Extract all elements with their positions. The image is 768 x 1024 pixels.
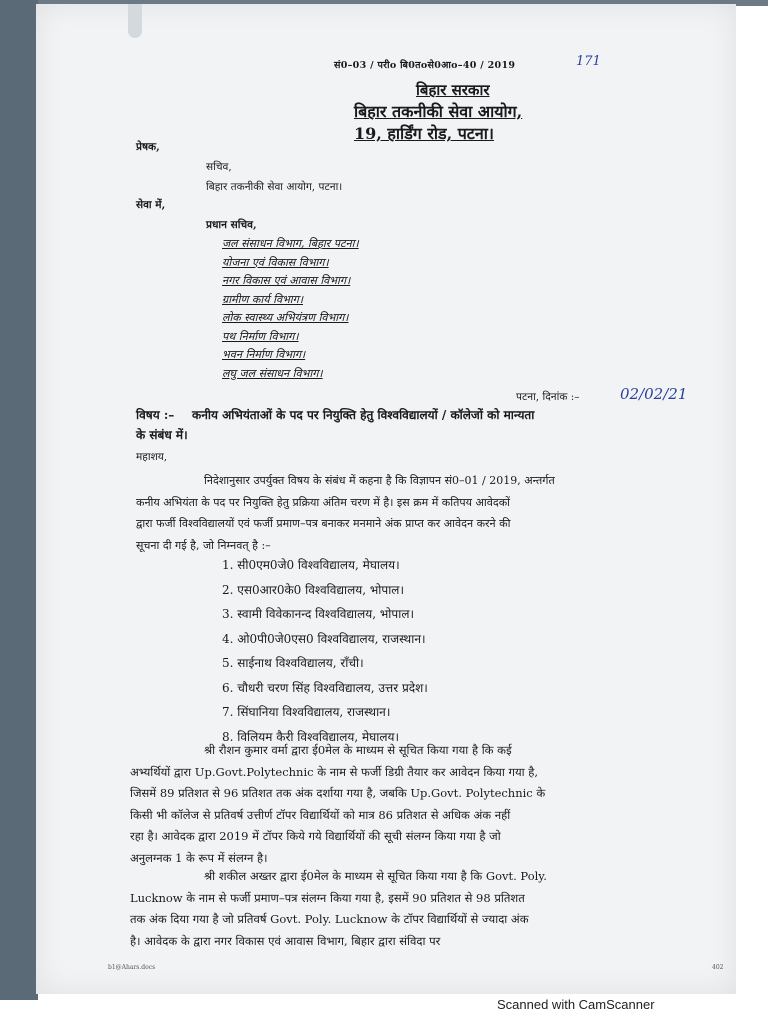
university-item: 8. विलियम कैरी विश्वविद्यालय, मेघालय। bbox=[222, 729, 400, 744]
department-item: लोक स्वास्थ्य अभियंत्रण विभाग। bbox=[222, 311, 349, 324]
department-item: लघु जल संसाधन विभाग। bbox=[222, 366, 323, 380]
paragraph-1-line: अनुलग्नक 1 के रूप में संलग्न है। bbox=[130, 850, 268, 865]
govt-title: बिहार सरकार bbox=[416, 81, 490, 99]
university-item: 4. ओ0पी0जे0एस0 विश्वविद्यालय, राजस्थान। bbox=[222, 631, 426, 646]
paragraph-2-line: श्री शकील अख्तर द्वारा ई0मेल के माध्यम से सूचित किया गया है कि Govt. Poly. bbox=[204, 869, 547, 883]
university-item: 7. सिंघानिया विश्वविद्यालय, राजस्थान। bbox=[222, 705, 391, 719]
intro-line: द्वारा फर्जी विश्वविद्यालयों एवं फर्जी प्रमाण–पत्र बनाकर मनमाने अंक प्राप्त कर आवेदन करने की bbox=[136, 517, 511, 530]
university-item: 6. चौधरी चरण सिंह विश्वविद्यालय, उत्तर प्रदेश। bbox=[222, 680, 428, 695]
paragraph-2-line: तक अंक दिया गया है जो प्रतिवर्ष Govt. Poly. Lucknow के टॉपर विद्यार्थियों से ज्यादा अंक bbox=[130, 912, 529, 926]
salutation: महाशय, bbox=[136, 451, 168, 463]
sender-label: प्रेषक, bbox=[136, 141, 160, 153]
paper-fold bbox=[128, 4, 142, 38]
department-item: योजना एवं विकास विभाग। bbox=[222, 255, 329, 269]
reference-number: सं0–03 / परीo बि0तoसे0आo–40 / 2019 bbox=[334, 60, 516, 71]
paragraph-1-line: रहा है। आवेदक द्वारा 2019 में टॉपर किये गये विद्यार्थियों की सूची संलग्न किया गया है जो bbox=[130, 829, 501, 843]
commission-title: बिहार तकनीकी सेवा आयोग, bbox=[354, 102, 523, 121]
date-label: पटना, दिनांक :– bbox=[516, 391, 580, 403]
intro-line: निदेशानुसार उपर्युक्त विषय के संबंध में कहना है कि विज्ञापन सं0–01 / 2019, अन्तर्गत bbox=[204, 474, 555, 487]
paragraph-1-line: श्री रौशन कुमार वर्मा द्वारा ई0मेल के माध्यम से सूचित किया गया है कि कई bbox=[204, 743, 512, 757]
subject-label: विषय :– bbox=[136, 408, 175, 422]
footer-right-mark: 402 bbox=[712, 964, 724, 971]
intro-line: कनीय अभियंता के पद पर नियुक्ति हेतु प्रक्रिया अंतिम चरण में है। इस क्रम में कतिपय आवेदकों bbox=[136, 495, 510, 509]
university-item: 1. सी0एम0जे0 विश्वविद्यालय, मेघालय। bbox=[222, 558, 400, 572]
paragraph-2-line: है। आवेदक के द्वारा नगर विकास एवं आवास विभाग, बिहार द्वारा संविदा पर bbox=[130, 933, 441, 948]
paragraph-1-line: जिसमें 89 प्रतिशत से 96 प्रतिशत तक अंक दर्शाया गया है, जबकि Up.Govt. Polytechnic के bbox=[130, 786, 546, 800]
department-item: पथ निर्माण विभाग। bbox=[222, 329, 299, 343]
recipient-label: सेवा में, bbox=[136, 199, 166, 211]
recipient-title: प्रधान सचिव, bbox=[206, 219, 257, 231]
subject-line-2: के संबंध में। bbox=[136, 428, 188, 442]
paragraph-1-line: किसी भी कॉलेज से प्रतिवर्ष उत्तीर्ण टॉपर विद्यार्थियों को मात्र 86 प्रतिशत से अधिक अंक नहीं bbox=[130, 807, 511, 822]
university-item: 5. साईनाथ विश्वविद्यालय, राँची। bbox=[222, 656, 364, 670]
commission-address: 19, हार्डिंग रोड, पटना। bbox=[354, 124, 494, 143]
document-page bbox=[36, 4, 736, 994]
handwritten-date: 02/02/21 bbox=[620, 385, 688, 403]
camscanner-watermark: Scanned with CamScanner bbox=[497, 997, 655, 1012]
handwritten-ref: 171 bbox=[576, 54, 601, 69]
sender-name: सचिव, bbox=[206, 161, 232, 173]
university-item: 2. एस0आर0के0 विश्वविद्यालय, भोपाल। bbox=[222, 582, 404, 597]
subject-line-1: कनीय अभियंताओं के पद पर नियुक्ति हेतु विश्वविद्यालयों / कॉलेजों को मान्यता bbox=[192, 408, 535, 422]
sender-org: बिहार तकनीकी सेवा आयोग, पटना। bbox=[206, 181, 343, 193]
intro-line: सूचना दी गई है, जो निम्नवत् है :– bbox=[136, 538, 271, 552]
university-item: 3. स्वामी विवेकानन्द विश्वविद्यालय, भोपाल। bbox=[222, 607, 415, 621]
department-item: ग्रामीण कार्य विभाग। bbox=[222, 292, 304, 306]
department-item: नगर विकास एवं आवास विभाग। bbox=[222, 274, 351, 287]
paragraph-1-line: अभ्यर्थियों द्वारा Up.Govt.Polytechnic के नाम से फर्जी डिग्री तैयार कर आवेदन किया गया है, bbox=[130, 764, 539, 779]
paragraph-2-line: Lucknow के नाम से फर्जी प्रमाण–पत्र संलग्न किया गया है, इसमें 90 प्रतिशत से 98 प्रतिशत bbox=[130, 890, 525, 905]
scan-edge-left bbox=[0, 0, 38, 1000]
department-item: जल संसाधन विभाग, बिहार पटना। bbox=[222, 237, 359, 250]
department-item: भवन निर्माण विभाग। bbox=[222, 348, 306, 361]
footer-left-mark: b1@Ahars.docs bbox=[108, 964, 156, 971]
